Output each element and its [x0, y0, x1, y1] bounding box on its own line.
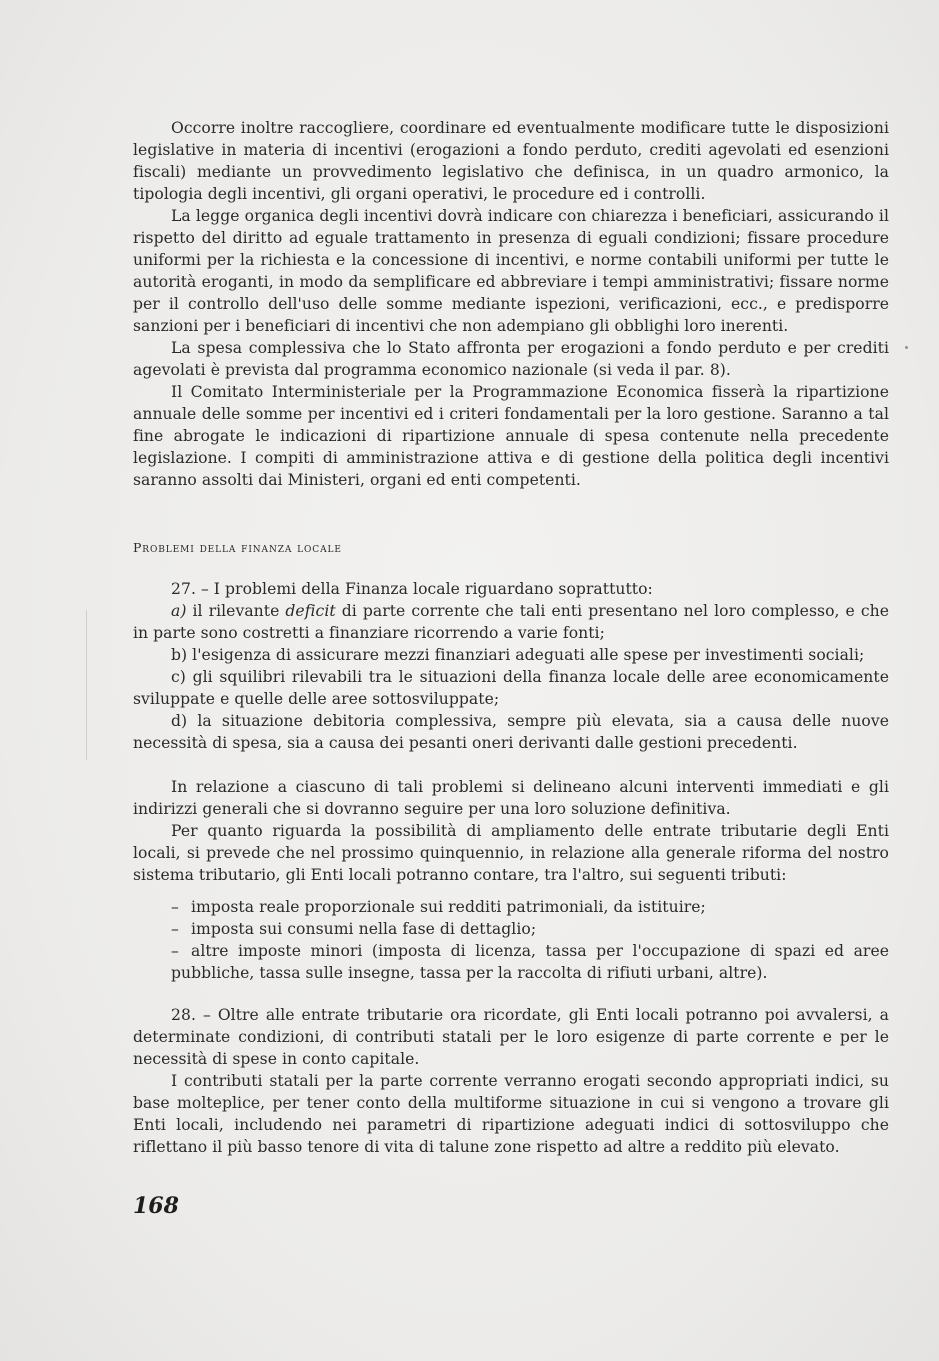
list-item-b: b) l'esigenza di assicurare mezzi finanziari adeguati alle spese per investimenti sociali; — [171, 646, 865, 664]
paragraph-disposizioni: Occorre inoltre raccogliere, coordinare ed eventualmente modificare tutte le disposizioni legislative in materia di incentivi (erogazioni a fondo perduto, crediti agevolati ed esenzioni fiscali) mediante un provvedimento legislativo che definisca, in un quadro armonico, la tipologia degli incentivi, gli organi operativi, le procedure ed i controlli. — [133, 119, 889, 203]
list-item-d: d) la situazione debitoria complessiva, sempre più elevata, sia a causa delle nuove necessità di spesa, sia a causa dei pesanti oneri derivanti dalle gestioni precedenti. — [133, 712, 889, 752]
list-item-c: c) gli squilibri rilevabili tra le situazioni della finanza locale delle aree economicamente sviluppate e quelle delle aree sottosviluppate; — [133, 668, 889, 708]
paragraph-contributi: I contributi statali per la parte corrente verranno erogati secondo appropriati indici, su base molteplice, per tener conto della multiforme situazione in cui si vengono a trovare gli Enti locali, includendo nei parametri di ripartizione adeguati indici di sottosviluppo che riflettano il più basso tenore di vita di talune zone rispetto ad altre a reddito più elevato. — [133, 1072, 889, 1156]
paragraph-legge-organica: La legge organica degli incentivi dovrà indicare con chiarezza i beneficiari, assicurando il rispetto del diritto ad eguale trattamento in presenza di eguali condizioni; fissare procedure uniformi per la richiesta e la concessione di incentivi, e norme contabili uniformi per tutte le autorità eroganti, in modo da semplificare ed abbreviare i tempi amministrativi; fissare norme per il controllo dell'uso delle somme mediante ispezioni, verificazioni, ecc., e predisporre sanzioni per i beneficiari di incentivi che non adempiano gli obblighi loro inerenti. — [133, 207, 889, 335]
tributi-item: – altre imposte minori (imposta di licenza, tassa per l'occupazione di spazi ed aree pubbliche, tassa sulle insegne, tassa per la raccolta di rifiuti urbani, altre). — [171, 942, 889, 982]
pencil-margin-mark — [86, 610, 87, 760]
paragraph-28: 28. – Oltre alle entrate tributarie ora ricordate, gli Enti locali potranno poi avvalersi, a determinate condizioni, di contributi statali per le loro esigenze di parte corrente e per le necessità di spese in conto capitale. — [133, 1006, 889, 1068]
section-27-intro: 27. – I problemi della Finanza locale riguardano soprattutto: — [171, 580, 653, 598]
paragraph-interventi: In relazione a ciascuno di tali problemi si delineano alcuni interventi immediati e gli indirizzi generali che si dovranno seguire per una loro soluzione definitiva. — [133, 778, 889, 818]
section-heading: Problemi della finanza locale — [133, 540, 342, 555]
paragraph-comitato: Il Comitato Interministeriale per la Programmazione Economica fisserà la ripartizione annuale delle somme per incentivi ed i criteri fondamentali per la loro gestione. Saranno a tal fine abrogate le indicazioni di ripartizione annuale di spesa contenute nella precedente legislazione. I compiti di amministrazione attiva e di gestione della politica degli incentivi saranno assolti dai Ministeri, organi ed enti competenti. — [133, 383, 889, 489]
list-item-a-text-1: il rilevante — [186, 602, 286, 620]
tributi-list — [133, 896, 889, 984]
paragraph-ampliamento: Per quanto riguarda la possibilità di ampliamento delle entrate tributarie degli Enti locali, si prevede che nel prossimo quinquennio, in relazione alla generale riforma del nostro sistema tributario, gli Enti locali potranno contare, tra l'altro, sui seguenti tributi: — [133, 822, 889, 884]
page-number: 168 — [133, 1193, 179, 1219]
list-item-a-text-2: di parte corrente che tali enti presentano nel loro complesso, e che in parte sono costretti a finanziare ricorrendo a varie fonti; — [133, 602, 889, 642]
list-item-a-deficit: deficit — [285, 602, 336, 620]
list-item-a-label: a) — [171, 602, 187, 620]
paragraph-spesa-complessiva: La spesa complessiva che lo Stato affronta per erogazioni a fondo perduto e per crediti agevolati è prevista dal programma economico nazionale (si veda il par. 8). — [133, 339, 889, 379]
intro-section — [133, 117, 889, 491]
tributi-section — [133, 776, 889, 984]
list-item-a — [133, 600, 889, 644]
ink-dot — [905, 346, 908, 349]
section-28 — [133, 1004, 889, 1158]
tributi-item: – imposta reale proporzionale sui redditi patrimoniali, da istituire; — [171, 898, 706, 916]
section-27 — [133, 578, 889, 754]
tributi-item: – imposta sui consumi nella fase di dettaglio; — [171, 920, 537, 938]
